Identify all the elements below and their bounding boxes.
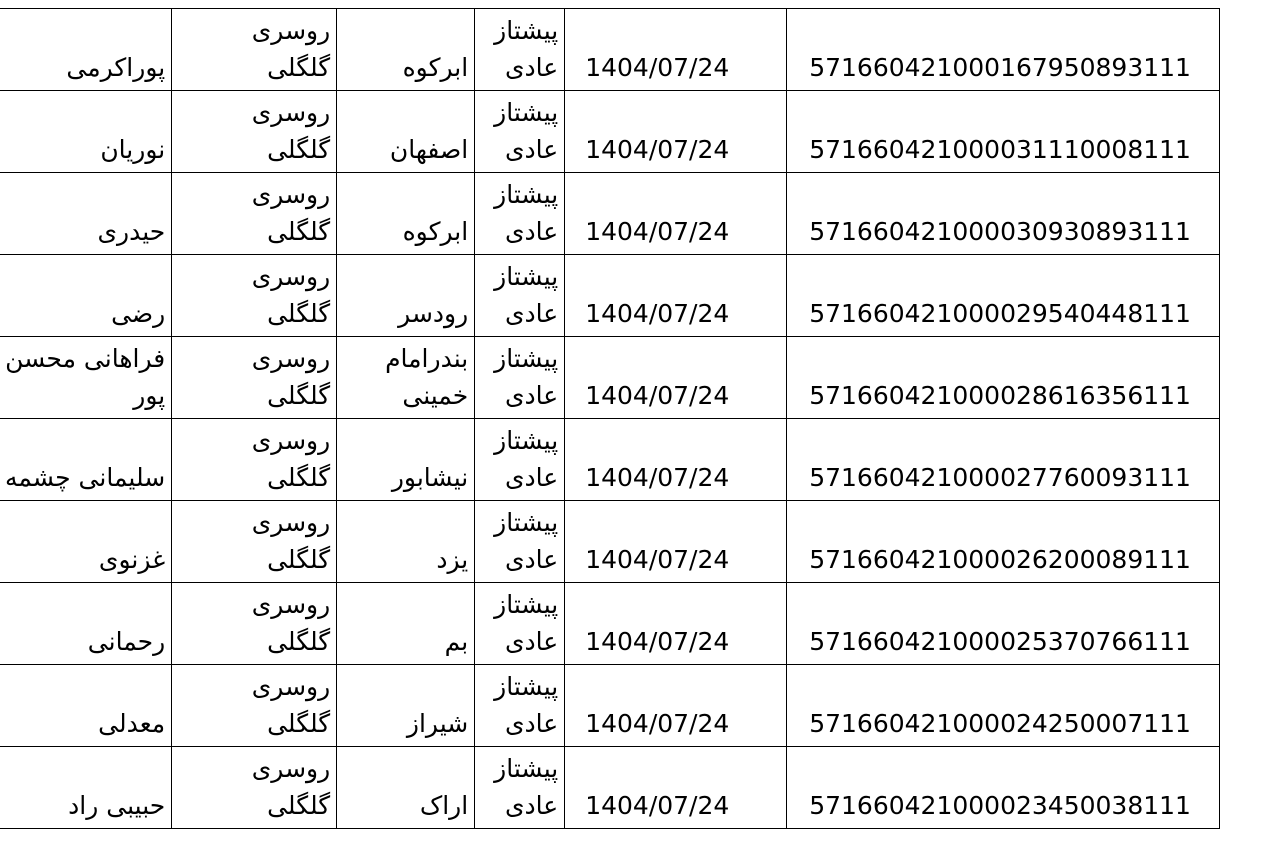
date-cell: 1404/07/24 xyxy=(565,173,787,255)
tracking-code-cell: 571660421000167950893111 xyxy=(787,9,1220,91)
city-cell-line: نیشابور xyxy=(391,463,469,492)
tracking-code-cell: 571660421000028616356111 xyxy=(787,337,1220,419)
table-row xyxy=(0,419,1220,501)
shipping-type-cell-line: پیشتاز xyxy=(494,180,559,209)
date-cell: 1404/07/24 xyxy=(565,747,787,829)
table-row xyxy=(0,583,1220,665)
tracking-code-cell: 571660421000027760093111 xyxy=(787,419,1220,501)
customer-name-cell-line: حبیبی راد xyxy=(68,791,166,820)
product-cell-line: گلگلی xyxy=(267,627,331,656)
date-cell: 1404/07/24 xyxy=(565,665,787,747)
product-cell xyxy=(172,583,337,665)
product-cell-line: گلگلی xyxy=(267,545,331,574)
shipping-type-cell-line: عادی xyxy=(504,791,559,820)
shipping-type-cell-line: پیشتاز xyxy=(494,508,559,537)
shipping-type-cell xyxy=(475,91,565,173)
date-cell: 1404/07/24 xyxy=(565,337,787,419)
date-cell: 1404/07/24 xyxy=(565,91,787,173)
shipping-type-cell xyxy=(475,9,565,91)
product-cell-line: روسری xyxy=(251,672,331,701)
shipping-type-cell-line: پیشتاز xyxy=(494,16,559,45)
product-cell-line: روسری xyxy=(251,262,331,291)
customer-name-cell xyxy=(0,337,172,419)
table-row xyxy=(0,501,1220,583)
customer-name-cell xyxy=(0,173,172,255)
tracking-code-cell: 571660421000030930893111 xyxy=(787,173,1220,255)
customer-name-cell-line: پوراکرمی xyxy=(66,53,166,82)
tracking-code-cell: 571660421000023450038111 xyxy=(787,747,1220,829)
customer-name-cell xyxy=(0,9,172,91)
city-cell-line: شیراز xyxy=(406,709,469,738)
shipping-type-cell xyxy=(475,419,565,501)
customer-name-cell-line: نوریان xyxy=(100,135,166,164)
date-cell: 1404/07/24 xyxy=(565,583,787,665)
product-cell xyxy=(172,747,337,829)
product-cell-line: روسری xyxy=(251,508,331,537)
shipping-type-cell-line: عادی xyxy=(504,381,559,410)
city-cell-line: ابرکوه xyxy=(402,53,469,82)
city-cell xyxy=(337,747,475,829)
tracking-code-cell: 571660421000029540448111 xyxy=(787,255,1220,337)
product-cell xyxy=(172,255,337,337)
customer-name-cell xyxy=(0,419,172,501)
customer-name-cell-line: معدلی xyxy=(98,709,166,738)
city-cell-line: اصفهان xyxy=(389,135,469,164)
product-cell-line: روسری xyxy=(251,98,331,127)
product-cell-line: گلگلی xyxy=(267,135,331,164)
table-row xyxy=(0,173,1220,255)
city-cell-line: رودسر xyxy=(398,299,469,328)
customer-name-cell xyxy=(0,255,172,337)
city-cell xyxy=(337,91,475,173)
tracking-code-cell: 571660421000024250007111 xyxy=(787,665,1220,747)
table-row xyxy=(0,665,1220,747)
product-cell xyxy=(172,419,337,501)
customer-name-cell-line: غزنوی xyxy=(98,545,166,574)
city-cell xyxy=(337,337,475,419)
shipping-type-cell-line: عادی xyxy=(504,217,559,246)
shipping-type-cell-line: عادی xyxy=(504,463,559,492)
shipping-type-cell-line: عادی xyxy=(504,53,559,82)
tracking-code-cell: 571660421000026200089111 xyxy=(787,501,1220,583)
shipping-type-cell-line: پیشتاز xyxy=(494,98,559,127)
orders-table-body xyxy=(0,9,1220,829)
product-cell-line: روسری xyxy=(251,590,331,619)
shipping-type-cell-line: پیشتاز xyxy=(494,426,559,455)
shipping-type-cell xyxy=(475,583,565,665)
customer-name-cell xyxy=(0,665,172,747)
tracking-code-cell: 571660421000025370766111 xyxy=(787,583,1220,665)
customer-name-cell-line: سلیمانی چشمه xyxy=(5,463,166,492)
city-cell xyxy=(337,501,475,583)
customer-name-cell xyxy=(0,501,172,583)
product-cell xyxy=(172,337,337,419)
product-cell xyxy=(172,9,337,91)
product-cell-line: روسری xyxy=(251,180,331,209)
customer-name-cell xyxy=(0,91,172,173)
customer-name-cell-line: رحمانی xyxy=(87,627,166,656)
shipping-type-cell-line: عادی xyxy=(504,299,559,328)
product-cell-line: روسری xyxy=(251,16,331,45)
city-cell-line: یزد xyxy=(436,545,469,574)
city-cell-line: بندرامام xyxy=(385,344,469,373)
product-cell-line: روسری xyxy=(251,754,331,783)
table-row xyxy=(0,337,1220,419)
shipping-type-cell-line: عادی xyxy=(504,135,559,164)
product-cell xyxy=(172,501,337,583)
shipping-type-cell-line: عادی xyxy=(504,627,559,656)
table-row xyxy=(0,91,1220,173)
shipping-type-cell xyxy=(475,255,565,337)
shipping-type-cell-line: پیشتاز xyxy=(494,754,559,783)
product-cell xyxy=(172,91,337,173)
product-cell xyxy=(172,173,337,255)
date-cell: 1404/07/24 xyxy=(565,9,787,91)
customer-name-cell xyxy=(0,747,172,829)
date-cell: 1404/07/24 xyxy=(565,255,787,337)
product-cell-line: گلگلی xyxy=(267,299,331,328)
shipping-type-cell-line: پیشتاز xyxy=(494,590,559,619)
product-cell-line: روسری xyxy=(251,426,331,455)
product-cell xyxy=(172,665,337,747)
customer-name-cell xyxy=(0,583,172,665)
shipping-type-cell xyxy=(475,173,565,255)
tracking-code-cell: 571660421000031110008111 xyxy=(787,91,1220,173)
city-cell xyxy=(337,255,475,337)
city-cell xyxy=(337,173,475,255)
shipping-type-cell-line: عادی xyxy=(504,709,559,738)
table-row xyxy=(0,255,1220,337)
product-cell-line: گلگلی xyxy=(267,381,331,410)
city-cell-line: بم xyxy=(444,627,469,656)
table-row xyxy=(0,747,1220,829)
shipping-type-cell xyxy=(475,747,565,829)
shipping-type-cell xyxy=(475,665,565,747)
customer-name-cell-line: پور xyxy=(133,381,166,410)
customer-name-cell-line: حیدری xyxy=(97,217,166,246)
city-cell xyxy=(337,9,475,91)
product-cell-line: گلگلی xyxy=(267,463,331,492)
customer-name-cell-line: رضی xyxy=(111,299,166,328)
product-cell-line: گلگلی xyxy=(267,709,331,738)
shipping-type-cell-line: پیشتاز xyxy=(494,344,559,373)
product-cell-line: گلگلی xyxy=(267,217,331,246)
product-cell-line: روسری xyxy=(251,344,331,373)
table-row xyxy=(0,9,1220,91)
date-cell: 1404/07/24 xyxy=(565,419,787,501)
city-cell xyxy=(337,665,475,747)
city-cell xyxy=(337,419,475,501)
shipping-type-cell xyxy=(475,501,565,583)
product-cell-line: گلگلی xyxy=(267,791,331,820)
customer-name-cell-line: فراهانی محسن xyxy=(5,344,166,373)
city-cell-line: خمینی xyxy=(402,381,469,410)
shipping-type-cell-line: پیشتاز xyxy=(494,262,559,291)
product-cell-line: گلگلی xyxy=(267,53,331,82)
city-cell-line: ابرکوه xyxy=(402,217,469,246)
orders-table xyxy=(0,8,1220,829)
shipping-type-cell-line: پیشتاز xyxy=(494,672,559,701)
date-cell: 1404/07/24 xyxy=(565,501,787,583)
shipping-type-cell-line: عادی xyxy=(504,545,559,574)
shipping-type-cell xyxy=(475,337,565,419)
city-cell-line: اراک xyxy=(419,791,469,820)
city-cell xyxy=(337,583,475,665)
